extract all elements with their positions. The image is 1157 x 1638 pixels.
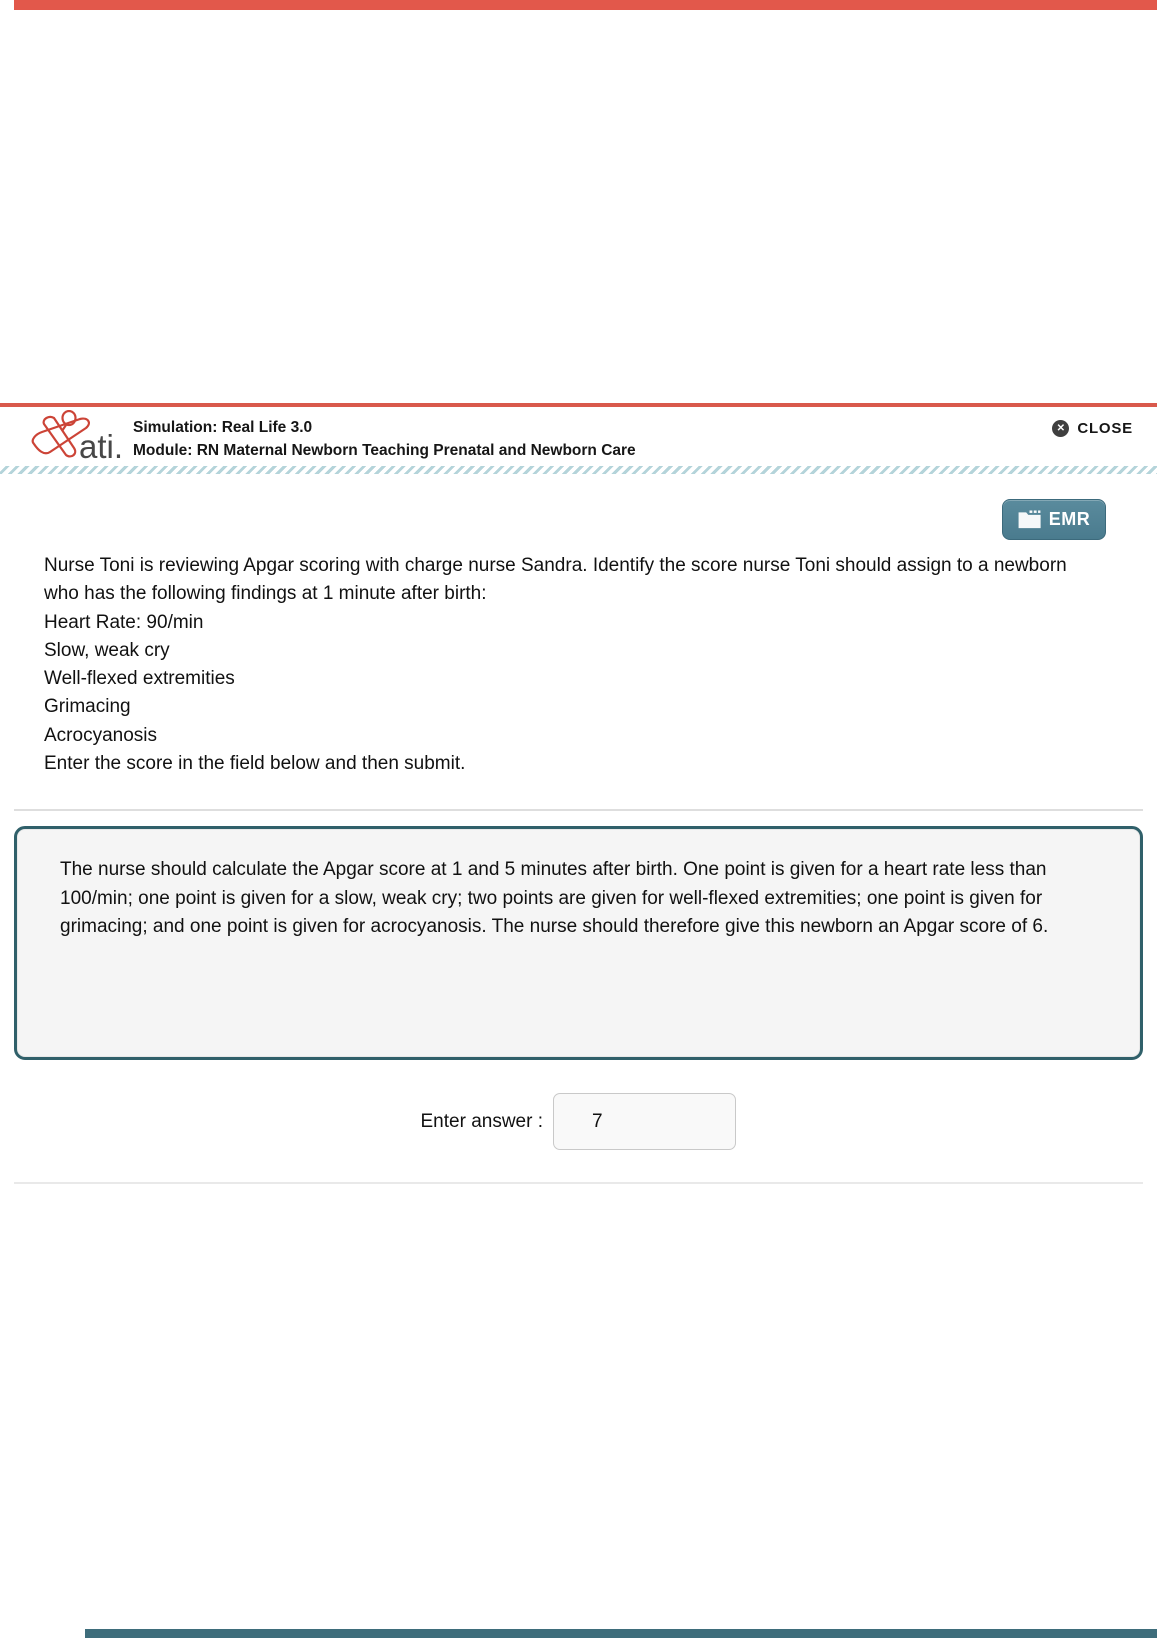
ati-logo xyxy=(22,410,134,466)
finding-acrocyanosis: Acrocyanosis xyxy=(44,724,157,746)
close-button[interactable] xyxy=(1052,420,1133,437)
question-stem: Nurse Toni is reviewing Apgar scoring with charge nurse Sandra. Identify the score nurse Toni should assign to a newborn who has the following findings at 1 minute after birth: xyxy=(44,555,1067,605)
close-button-label: CLOSE xyxy=(1077,420,1133,437)
header xyxy=(0,407,1157,466)
finding-cry: Slow, weak cry xyxy=(44,639,170,661)
divider-above-explanation xyxy=(14,809,1143,811)
top-accent-bar xyxy=(14,0,1157,10)
emr-button[interactable] xyxy=(1002,499,1106,540)
explanation-text: The nurse should calculate the Apgar score at 1 and 5 minutes after birth. One point is given for a heart rate less than 100/min; one point is given for a slow, weak cry; two points are given for well-flexed extremities; one point is given for grimacing; and one point is given for acrocyanosis. The nurse should therefore give this newborn an Apgar score of 6. xyxy=(60,859,1049,937)
bottom-accent-bar xyxy=(85,1629,1157,1638)
header-titles xyxy=(133,416,636,462)
finding-extremities: Well-flexed extremities xyxy=(44,668,235,690)
ati-logo-text: ati. xyxy=(79,428,124,465)
divider-below-answer xyxy=(14,1182,1143,1184)
module-title: Module: RN Maternal Newborn Teaching Prenatal and Newborn Care xyxy=(133,442,636,459)
finding-heart-rate: Heart Rate: 90/min xyxy=(44,611,204,633)
enter-answer-label: Enter answer : xyxy=(420,1111,543,1132)
simulation-title: Simulation: Real Life 3.0 xyxy=(133,419,313,436)
explanation-box xyxy=(14,826,1143,1060)
answer-input[interactable] xyxy=(553,1093,736,1150)
emr-button-label: EMR xyxy=(1048,509,1091,529)
question-instruction: Enter the score in the field below and then submit. xyxy=(44,753,466,775)
question-text xyxy=(44,552,1068,778)
close-icon: ✕ xyxy=(1052,420,1069,437)
finding-grimacing: Grimacing xyxy=(44,696,131,718)
striped-divider xyxy=(0,466,1157,474)
folder-icon xyxy=(1018,510,1041,529)
